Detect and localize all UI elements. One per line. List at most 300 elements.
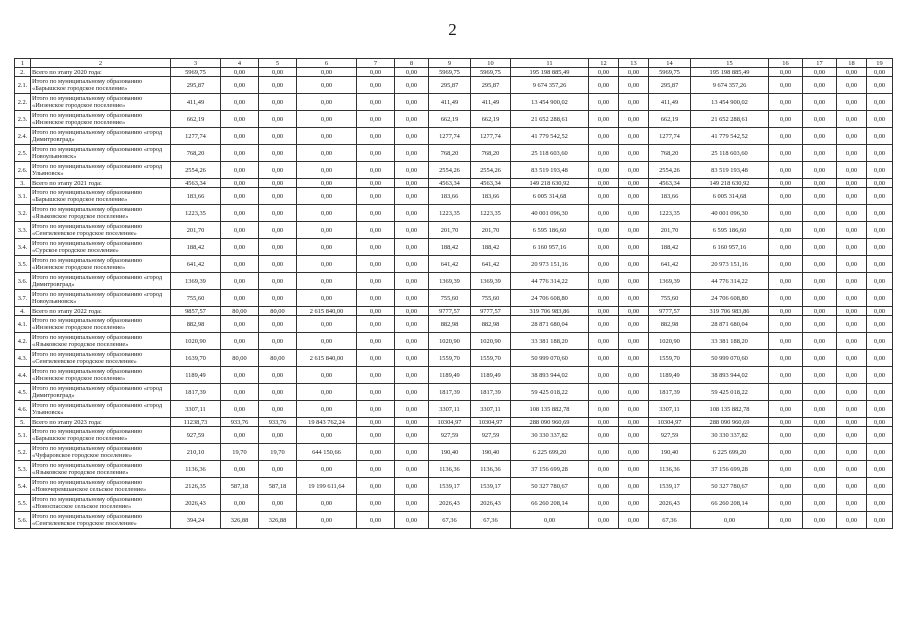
value-cell: 0,00 [589, 444, 619, 461]
value-cell: 0,00 [259, 427, 297, 444]
value-cell: 0,00 [395, 418, 429, 427]
value-cell: 1369,39 [471, 273, 511, 290]
value-cell: 0,00 [803, 333, 837, 350]
value-cell: 0,00 [867, 111, 893, 128]
value-cell: 4563,34 [171, 179, 221, 188]
municipality-row [15, 273, 893, 290]
column-number-header: 3 [171, 59, 221, 68]
column-number-header: 14 [649, 59, 691, 68]
value-cell: 210,10 [171, 444, 221, 461]
value-cell: 2554,26 [429, 162, 471, 179]
value-cell: 0,00 [619, 68, 649, 77]
value-cell: 1223,35 [471, 205, 511, 222]
value-cell: 0,00 [297, 77, 357, 94]
value-cell: 1189,49 [471, 367, 511, 384]
value-cell: 0,00 [357, 205, 395, 222]
value-cell: 0,00 [357, 427, 395, 444]
value-cell: 0,00 [803, 162, 837, 179]
value-cell: 0,00 [837, 179, 867, 188]
value-cell: 0,00 [589, 512, 619, 529]
municipality-row [15, 145, 893, 162]
value-cell: 0,00 [867, 290, 893, 307]
value-cell: 0,00 [769, 239, 803, 256]
value-cell: 24 706 608,80 [511, 290, 589, 307]
value-cell: 662,19 [649, 111, 691, 128]
value-cell: 1020,90 [429, 333, 471, 350]
value-cell: 1539,17 [649, 478, 691, 495]
value-cell: 0,00 [619, 512, 649, 529]
value-cell: 0,00 [589, 68, 619, 77]
value-cell: 411,49 [471, 94, 511, 111]
value-cell: 0,00 [837, 111, 867, 128]
value-cell: 0,00 [589, 273, 619, 290]
value-cell: 188,42 [171, 239, 221, 256]
value-cell: 0,00 [297, 162, 357, 179]
row-number-cell: 5.4. [15, 478, 31, 495]
value-cell: 0,00 [395, 188, 429, 205]
value-cell: 0,00 [221, 239, 259, 256]
value-cell: 21 652 288,61 [691, 111, 769, 128]
value-cell: 0,00 [589, 367, 619, 384]
value-cell: 0,00 [619, 384, 649, 401]
column-number-header: 17 [803, 59, 837, 68]
row-name-cell: Итого по муниципальному образованию «Инзенское городское поселение» [31, 316, 171, 333]
value-cell: 0,00 [395, 427, 429, 444]
value-cell: 0,00 [837, 350, 867, 367]
value-cell: 0,00 [357, 307, 395, 316]
value-cell: 1539,17 [471, 478, 511, 495]
row-name-cell: Итого по муниципальному образованию «Чуфаровское городское поселение» [31, 444, 171, 461]
value-cell: 1189,49 [171, 367, 221, 384]
row-number-cell: 3.7. [15, 290, 31, 307]
value-cell: 0,00 [357, 384, 395, 401]
value-cell: 0,00 [259, 290, 297, 307]
value-cell: 0,00 [867, 222, 893, 239]
value-cell: 11238,73 [171, 418, 221, 427]
value-cell: 25 118 603,60 [691, 145, 769, 162]
value-cell: 0,00 [589, 179, 619, 188]
value-cell: 0,00 [867, 478, 893, 495]
value-cell: 0,00 [769, 111, 803, 128]
column-number-header: 11 [511, 59, 589, 68]
value-cell: 0,00 [837, 384, 867, 401]
value-cell: 288 090 960,69 [691, 418, 769, 427]
value-cell: 0,00 [395, 461, 429, 478]
value-cell: 0,00 [395, 401, 429, 418]
municipality-row [15, 128, 893, 145]
value-cell: 0,00 [221, 273, 259, 290]
row-name-cell: Итого по муниципальному образованию «город Новоульяновск» [31, 145, 171, 162]
value-cell: 0,00 [259, 461, 297, 478]
value-cell: 0,00 [297, 145, 357, 162]
value-cell: 1559,70 [471, 350, 511, 367]
value-cell: 183,66 [471, 188, 511, 205]
value-cell: 0,00 [357, 367, 395, 384]
value-cell: 0,00 [769, 418, 803, 427]
value-cell: 0,00 [769, 384, 803, 401]
value-cell: 927,59 [429, 427, 471, 444]
value-cell: 0,00 [619, 427, 649, 444]
value-cell: 0,00 [297, 495, 357, 512]
value-cell: 641,42 [429, 256, 471, 273]
value-cell: 882,98 [171, 316, 221, 333]
value-cell: 0,00 [867, 256, 893, 273]
value-cell: 0,00 [769, 77, 803, 94]
value-cell: 0,00 [837, 461, 867, 478]
value-cell: 0,00 [259, 179, 297, 188]
row-name-cell: Итого по муниципальному образованию «Сенгилеевское городское поселение» [31, 350, 171, 367]
value-cell: 0,00 [619, 350, 649, 367]
value-cell: 927,59 [171, 427, 221, 444]
value-cell: 0,00 [221, 427, 259, 444]
value-cell: 882,98 [429, 316, 471, 333]
row-name-cell: Итого по муниципальному образованию «город Новоульяновск» [31, 290, 171, 307]
value-cell: 0,00 [395, 239, 429, 256]
value-cell: 0,00 [619, 418, 649, 427]
value-cell: 0,00 [867, 68, 893, 77]
value-cell: 0,00 [803, 68, 837, 77]
value-cell: 0,00 [259, 77, 297, 94]
municipality-row [15, 222, 893, 239]
table-header-row [15, 59, 893, 68]
value-cell: 9777,57 [649, 307, 691, 316]
value-cell: 0,00 [769, 179, 803, 188]
municipality-row [15, 495, 893, 512]
value-cell: 190,40 [649, 444, 691, 461]
value-cell: 0,00 [769, 333, 803, 350]
value-cell: 0,00 [357, 478, 395, 495]
value-cell: 0,00 [803, 512, 837, 529]
value-cell: 1136,36 [471, 461, 511, 478]
value-cell: 0,00 [769, 256, 803, 273]
value-cell: 0,00 [259, 273, 297, 290]
value-cell: 0,00 [221, 401, 259, 418]
value-cell: 10304,97 [471, 418, 511, 427]
row-name-cell: Итого по муниципальному образованию «Инзенское городское поселение» [31, 367, 171, 384]
value-cell: 9857,57 [171, 307, 221, 316]
column-number-header: 9 [429, 59, 471, 68]
column-number-header: 8 [395, 59, 429, 68]
value-cell: 0,00 [837, 401, 867, 418]
value-cell: 1277,74 [649, 128, 691, 145]
value-cell: 0,00 [221, 333, 259, 350]
column-number-header: 18 [837, 59, 867, 68]
value-cell: 0,00 [221, 145, 259, 162]
value-cell: 0,00 [589, 256, 619, 273]
value-cell: 201,70 [471, 222, 511, 239]
municipality-row [15, 384, 893, 401]
value-cell: 38 893 944,02 [511, 367, 589, 384]
value-cell: 1639,70 [171, 350, 221, 367]
value-cell: 0,00 [867, 307, 893, 316]
value-cell: 0,00 [769, 162, 803, 179]
value-cell: 0,00 [395, 111, 429, 128]
value-cell: 0,00 [769, 512, 803, 529]
value-cell: 0,00 [221, 495, 259, 512]
value-cell: 0,00 [259, 188, 297, 205]
value-cell: 288 090 960,69 [511, 418, 589, 427]
value-cell: 0,00 [619, 401, 649, 418]
value-cell: 0,00 [619, 333, 649, 350]
value-cell: 0,00 [803, 128, 837, 145]
value-cell: 0,00 [589, 290, 619, 307]
value-cell: 933,76 [259, 418, 297, 427]
value-cell: 0,00 [619, 111, 649, 128]
value-cell: 1817,39 [649, 384, 691, 401]
value-cell: 0,00 [837, 256, 867, 273]
column-number-header: 5 [259, 59, 297, 68]
value-cell: 9777,57 [471, 307, 511, 316]
value-cell: 0,00 [357, 77, 395, 94]
municipality-row [15, 316, 893, 333]
value-cell: 0,00 [769, 367, 803, 384]
value-cell: 0,00 [619, 461, 649, 478]
value-cell: 80,00 [221, 307, 259, 316]
stage-total-row [15, 307, 893, 316]
value-cell: 0,00 [297, 128, 357, 145]
value-cell: 0,00 [837, 273, 867, 290]
value-cell: 1189,49 [649, 367, 691, 384]
value-cell: 183,66 [171, 188, 221, 205]
value-cell: 80,00 [259, 307, 297, 316]
value-cell: 0,00 [803, 188, 837, 205]
municipality-row [15, 367, 893, 384]
stage-total-row [15, 418, 893, 427]
row-number-cell: 2.6. [15, 162, 31, 179]
value-cell: 0,00 [769, 205, 803, 222]
value-cell: 0,00 [619, 162, 649, 179]
value-cell: 0,00 [589, 418, 619, 427]
value-cell: 326,88 [221, 512, 259, 529]
value-cell: 188,42 [471, 239, 511, 256]
value-cell: 0,00 [259, 111, 297, 128]
value-cell: 0,00 [297, 290, 357, 307]
value-cell: 0,00 [867, 179, 893, 188]
value-cell: 0,00 [221, 94, 259, 111]
value-cell: 0,00 [357, 418, 395, 427]
row-name-cell: Итого по муниципальному образованию «город Димитровград» [31, 273, 171, 290]
value-cell: 0,00 [395, 444, 429, 461]
value-cell: 0,00 [837, 145, 867, 162]
value-cell: 0,00 [395, 307, 429, 316]
value-cell: 394,24 [171, 512, 221, 529]
value-cell: 768,20 [471, 145, 511, 162]
value-cell: 1136,36 [649, 461, 691, 478]
row-name-cell: Всего по этапу 2020 года: [31, 68, 171, 77]
value-cell: 0,00 [837, 94, 867, 111]
value-cell: 0,00 [221, 68, 259, 77]
value-cell: 0,00 [867, 128, 893, 145]
value-cell: 190,40 [471, 444, 511, 461]
value-cell: 0,00 [357, 179, 395, 188]
row-number-cell: 3.5. [15, 256, 31, 273]
value-cell: 183,66 [649, 188, 691, 205]
column-number-header: 19 [867, 59, 893, 68]
value-cell: 2554,26 [171, 162, 221, 179]
value-cell: 50 327 780,67 [691, 478, 769, 495]
row-name-cell: Итого по муниципальному образованию «Инзенское городское поселение» [31, 256, 171, 273]
value-cell: 0,00 [395, 256, 429, 273]
value-cell: 1817,39 [471, 384, 511, 401]
value-cell: 30 330 337,82 [691, 427, 769, 444]
value-cell: 0,00 [837, 307, 867, 316]
value-cell: 20 973 151,16 [511, 256, 589, 273]
value-cell: 0,00 [589, 495, 619, 512]
row-number-cell: 2. [15, 68, 31, 77]
value-cell: 0,00 [803, 316, 837, 333]
value-cell: 0,00 [589, 478, 619, 495]
value-cell: 1223,35 [429, 205, 471, 222]
value-cell: 2026,43 [471, 495, 511, 512]
value-cell: 0,00 [769, 145, 803, 162]
value-cell: 33 381 188,20 [691, 333, 769, 350]
value-cell: 0,00 [259, 384, 297, 401]
value-cell: 0,00 [867, 444, 893, 461]
value-cell: 201,70 [649, 222, 691, 239]
municipality-row [15, 512, 893, 529]
row-number-cell: 5. [15, 418, 31, 427]
value-cell: 0,00 [837, 316, 867, 333]
value-cell: 0,00 [297, 256, 357, 273]
value-cell: 41 779 542,52 [691, 128, 769, 145]
value-cell: 37 156 699,28 [691, 461, 769, 478]
value-cell: 38 893 944,02 [691, 367, 769, 384]
value-cell: 6 005 314,68 [691, 188, 769, 205]
value-cell: 0,00 [769, 495, 803, 512]
value-cell: 0,00 [511, 512, 589, 529]
value-cell: 0,00 [297, 401, 357, 418]
value-cell: 0,00 [867, 418, 893, 427]
row-number-cell: 4.3. [15, 350, 31, 367]
row-number-cell: 3.1. [15, 188, 31, 205]
value-cell: 1369,39 [429, 273, 471, 290]
value-cell: 0,00 [619, 495, 649, 512]
value-cell: 0,00 [395, 128, 429, 145]
row-number-cell: 3. [15, 179, 31, 188]
value-cell: 0,00 [619, 367, 649, 384]
value-cell: 0,00 [221, 111, 259, 128]
value-cell: 3307,11 [171, 401, 221, 418]
value-cell: 319 706 983,86 [511, 307, 589, 316]
value-cell: 0,00 [619, 444, 649, 461]
value-cell: 0,00 [357, 495, 395, 512]
value-cell: 0,00 [803, 307, 837, 316]
row-name-cell: Итого по муниципальному образованию «Языковское городское поселение» [31, 205, 171, 222]
value-cell: 0,00 [867, 333, 893, 350]
value-cell: 933,76 [221, 418, 259, 427]
value-cell: 0,00 [297, 316, 357, 333]
value-cell: 0,00 [867, 77, 893, 94]
value-cell: 0,00 [297, 94, 357, 111]
value-cell: 1189,49 [429, 367, 471, 384]
municipality-row [15, 162, 893, 179]
value-cell: 0,00 [357, 273, 395, 290]
value-cell: 0,00 [297, 111, 357, 128]
value-cell: 0,00 [357, 401, 395, 418]
value-cell: 0,00 [357, 188, 395, 205]
value-cell: 0,00 [589, 77, 619, 94]
value-cell: 0,00 [803, 222, 837, 239]
value-cell: 0,00 [803, 461, 837, 478]
value-cell: 0,00 [867, 367, 893, 384]
value-cell: 0,00 [769, 307, 803, 316]
value-cell: 0,00 [837, 495, 867, 512]
value-cell: 0,00 [867, 350, 893, 367]
value-cell: 0,00 [259, 333, 297, 350]
value-cell: 1817,39 [171, 384, 221, 401]
value-cell: 0,00 [803, 273, 837, 290]
row-name-cell: Итого по муниципальному образованию «Сенгилеевское городское поселение» [31, 222, 171, 239]
row-name-cell: Итого по муниципальному образованию «Языковское городское поселение» [31, 333, 171, 350]
value-cell: 0,00 [221, 461, 259, 478]
value-cell: 10304,97 [429, 418, 471, 427]
municipality-row [15, 188, 893, 205]
municipality-row [15, 444, 893, 461]
value-cell: 67,36 [429, 512, 471, 529]
value-cell: 326,88 [259, 512, 297, 529]
value-cell: 882,98 [649, 316, 691, 333]
value-cell: 0,00 [619, 145, 649, 162]
value-cell: 755,60 [471, 290, 511, 307]
value-cell: 80,00 [221, 350, 259, 367]
value-cell: 4563,34 [649, 179, 691, 188]
row-number-cell: 5.2. [15, 444, 31, 461]
value-cell: 0,00 [803, 256, 837, 273]
column-number-header: 2 [31, 59, 171, 68]
value-cell: 0,00 [837, 77, 867, 94]
row-number-cell: 2.3. [15, 111, 31, 128]
value-cell: 411,49 [171, 94, 221, 111]
value-cell: 149 218 630,92 [511, 179, 589, 188]
value-cell: 1136,36 [429, 461, 471, 478]
value-cell: 83 519 193,48 [691, 162, 769, 179]
value-cell: 2554,26 [471, 162, 511, 179]
value-cell: 0,00 [589, 188, 619, 205]
value-cell: 183,66 [429, 188, 471, 205]
value-cell: 0,00 [357, 222, 395, 239]
value-cell: 0,00 [867, 162, 893, 179]
value-cell: 0,00 [221, 205, 259, 222]
value-cell: 0,00 [803, 427, 837, 444]
value-cell: 2554,26 [649, 162, 691, 179]
value-cell: 0,00 [589, 128, 619, 145]
value-cell: 0,00 [395, 290, 429, 307]
value-cell: 50 999 070,60 [511, 350, 589, 367]
row-number-cell: 3.6. [15, 273, 31, 290]
row-name-cell: Итого по муниципальному образованию «Инзенское городское поселение» [31, 111, 171, 128]
value-cell: 0,00 [867, 239, 893, 256]
value-cell: 0,00 [395, 495, 429, 512]
value-cell: 0,00 [619, 77, 649, 94]
stage-total-row [15, 68, 893, 77]
value-cell: 59 425 018,22 [511, 384, 589, 401]
value-cell: 641,42 [649, 256, 691, 273]
value-cell: 0,00 [803, 205, 837, 222]
value-cell: 190,40 [429, 444, 471, 461]
value-cell: 9 674 357,26 [511, 77, 589, 94]
row-number-cell: 4.2. [15, 333, 31, 350]
value-cell: 9 674 357,26 [691, 77, 769, 94]
value-cell: 0,00 [803, 495, 837, 512]
value-cell: 0,00 [837, 427, 867, 444]
value-cell: 0,00 [357, 162, 395, 179]
row-name-cell: Всего по этапу 2022 года: [31, 307, 171, 316]
value-cell: 644 150,66 [297, 444, 357, 461]
value-cell: 0,00 [395, 478, 429, 495]
value-cell: 1223,35 [649, 205, 691, 222]
value-cell: 2026,43 [171, 495, 221, 512]
value-cell: 6 595 186,60 [511, 222, 589, 239]
